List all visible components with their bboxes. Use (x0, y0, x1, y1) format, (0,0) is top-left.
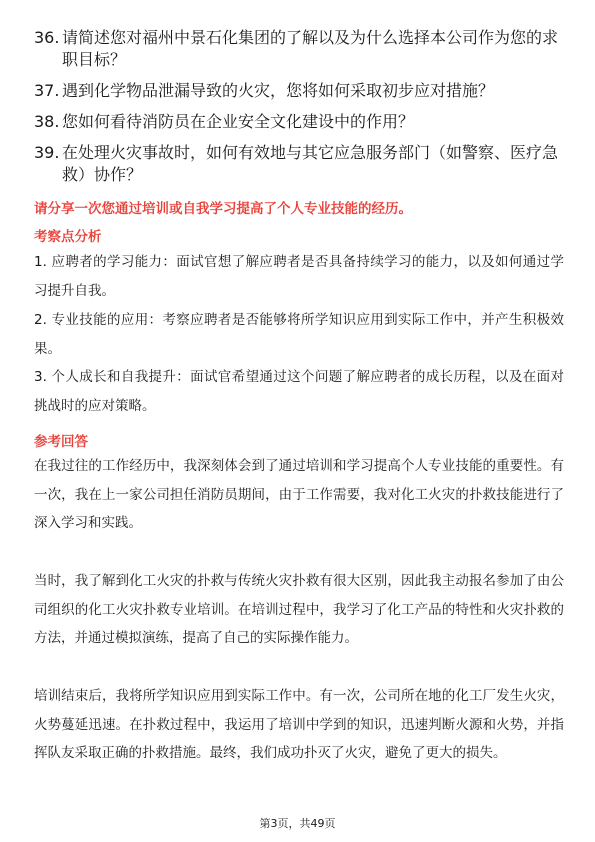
question-number: 39. (34, 143, 60, 162)
page-footer: 第3页，共49页 (259, 817, 336, 830)
question-text: 在处理火灾事故时，如何有效地与其它应急服务部门（如警察、医疗急救）协作？ (62, 143, 559, 184)
answer-paragraph: 在我过往的工作经历中，我深刻体会到了通过培训和学习提高个人专业技能的重要性。有一次，我在上一家公司担任消防员期间，由于工作需要，我对化工火灾的扑救技能进行了深入学习和实践。 (34, 458, 564, 531)
question-text: 请简述您对福州中景石化集团的了解以及为什么选择本公司作为您的求职目标？ (62, 28, 559, 69)
answer-heading: 参考回答 (34, 434, 88, 450)
question-item (34, 111, 564, 133)
question-number: 37. (34, 81, 60, 100)
question-item (34, 80, 564, 102)
question-item (34, 142, 564, 186)
question-number: 38. (34, 112, 60, 131)
interview-prompt: 请分享一次您通过培训或自我学习提高了个人专业技能的经历。 (34, 201, 412, 217)
question-text: 遇到化学物品泄漏导致的火灾，您将如何采取初步应对措施？ (62, 81, 495, 100)
answer-paragraph: 当时，我了解到化工火灾的扑救与传统火灾扑救有很大区别，因此我主动报名参加了由公司组织的化工火灾扑救专业培训。在培训过程中，我学习了化工产品的特性和火灾扑救的方法，并通过模拟演练，提高了自己的实际操作能力。 (34, 573, 564, 646)
analysis-item: 3. 个人成长和自我提升：面试官希望通过这个问题了解应聘者的成长历程，以及在面对挑战时的应对策略。 (34, 369, 564, 414)
answer-paragraph: 培训结束后，我将所学知识应用到实际工作中。有一次，公司所在地的化工厂发生火灾，火势蔓延迅速。在扑救过程中，我运用了培训中学到的知识，迅速判断火源和火势，并指挥队友采取正确的扑救措施。最终，我们成功扑灭了火灾，避免了更大的损失。 (34, 688, 564, 761)
analysis-item: 1. 应聘者的学习能力：面试官想了解应聘者是否具备持续学习的能力，以及如何通过学习提升自我。 (34, 254, 564, 299)
question-item (34, 27, 564, 71)
question-list (34, 27, 564, 195)
analysis-item: 2. 专业技能的应用：考察应聘者是否能够将所学知识应用到实际工作中，并产生积极效果。 (34, 312, 564, 357)
question-text: 您如何看待消防员在企业安全文化建设中的作用？ (62, 112, 415, 131)
question-number: 36. (34, 28, 60, 47)
analysis-heading: 考察点分析 (34, 229, 102, 245)
